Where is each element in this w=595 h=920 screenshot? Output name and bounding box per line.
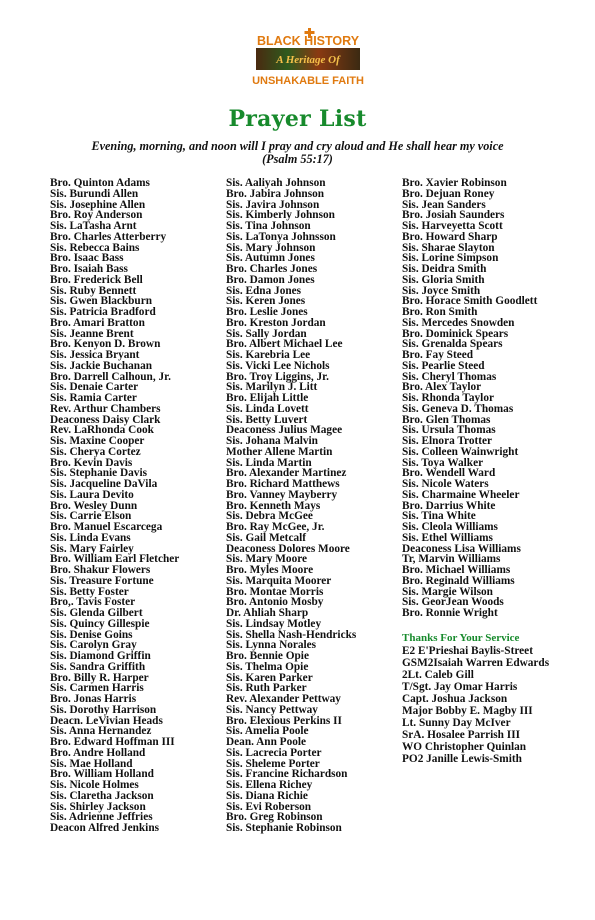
prayer-name: Sis. Glenda Gilbert	[50, 607, 143, 619]
prayer-name: Bro. Edward Hoffman III	[50, 736, 175, 748]
prayer-name: Bro. Isaiah Bass	[50, 263, 128, 275]
prayer-name: Sis. Rhonda Taylor	[402, 392, 494, 404]
prayer-name: Sis. Lacrecia Porter	[226, 746, 322, 759]
service-name: GSM2Isaiah Warren Edwards	[402, 657, 550, 669]
prayer-name: Sis. Sandra Griffith	[50, 660, 146, 673]
prayer-name: Sis. Linda Evans	[50, 531, 131, 544]
quote-text: Evening, morning, and noon will I pray and cry aloud and He shall hear my voice	[91, 139, 504, 153]
prayer-name: Bro. Damon Jones	[226, 273, 315, 286]
prayer-name: Sis. Jessica Bryant	[50, 349, 140, 361]
prayer-name: Sis. Mercedes Snowden	[402, 316, 515, 329]
prayer-name: Sis. Mary Moore	[226, 553, 308, 566]
prayer-name: Bro. Billy R. Harper	[50, 671, 149, 684]
prayer-name: Bro. Howard Sharp	[402, 230, 498, 243]
prayer-name: Sis. Betty Luvert	[226, 413, 308, 426]
prayer-name: Sis. GeorJean Woods	[402, 596, 504, 609]
prayer-name: Sis. Harveyetta Scott	[402, 220, 503, 232]
prayer-name: Bro. Charles Atterberry	[50, 230, 167, 243]
prayer-name: Sis. Karebria Lee	[226, 349, 311, 361]
prayer-name: Sis. Ellena Richey	[226, 779, 313, 791]
prayer-name: Bro. Wesley Dunn	[50, 499, 138, 512]
prayer-name: Sis. Elnora Trotter	[402, 435, 493, 447]
prayer-name: Sis. Treasure Fortune	[50, 574, 154, 587]
prayer-name: Bro. Vanney Mayberry	[226, 488, 338, 501]
prayer-name: Bro. Myles Moore	[226, 564, 314, 576]
prayer-name: Sis. Diamond Griffin	[50, 650, 151, 662]
prayer-name: Sis. Mae Holland	[50, 757, 133, 770]
prayer-name: Sis. Carolyn Gray	[50, 639, 137, 652]
prayer-name: Sis. Ruby Bennett	[50, 284, 137, 297]
name-column-1	[50, 178, 179, 834]
prayer-name: Sis. Nancy Pettway	[226, 703, 318, 716]
prayer-name: Bro. Manuel Escarcega	[50, 521, 163, 533]
prayer-name: Sis. Jackie Buchanan	[50, 359, 153, 372]
service-name: Lt. Sunny Day McIver	[402, 717, 511, 729]
prayer-name: Bro. William Holland	[50, 768, 154, 781]
prayer-name: Rev. Alexander Pettway	[226, 693, 341, 705]
prayer-name: Sis. Javira Johnson	[226, 198, 320, 211]
prayer-name: Sis. Ethel Williams	[402, 531, 493, 544]
logo-graphic	[238, 26, 378, 94]
prayer-name: Rev. LaRhonda Cook	[50, 424, 154, 437]
prayer-name: Bro. Dejuan Roney	[402, 187, 495, 200]
service-heading: Thanks For Your Service	[402, 632, 520, 644]
prayer-name: Bro. Elijah Little	[226, 392, 309, 404]
prayer-name: Sis. Gwen Blackburn	[50, 295, 153, 308]
prayer-name: Bro. William Earl Fletcher	[50, 553, 180, 566]
prayer-name: Sis. Burundi Allen	[50, 187, 139, 200]
prayer-name: Sis. Debra McGee	[226, 510, 313, 523]
service-name: Capt. Joshua Jackson	[402, 693, 508, 705]
prayer-name: Sis. Sheleme Porter	[226, 757, 320, 770]
prayer-name: Deaconess Lisa Williams	[402, 542, 521, 555]
prayer-name: Sis. Sharae Slayton	[402, 241, 495, 254]
prayer-name: Bro. Jonas Harris	[50, 693, 137, 705]
prayer-name: Deacn. LeVivian Heads	[50, 714, 163, 727]
prayer-name: Bro. Michael Williams	[402, 564, 511, 576]
prayer-name: Sis. Carrie Elson	[50, 510, 132, 523]
prayer-name: Bro. Kevin Davis	[50, 456, 133, 469]
prayer-name: Deaconess Dolores Moore	[226, 542, 350, 555]
prayer-name: Sis. Amelia Poole	[226, 725, 309, 738]
scripture-quote	[0, 140, 595, 166]
service-name: 2Lt. Caleb Gill	[402, 669, 474, 681]
prayer-name: Sis. Colleen Wainwright	[402, 445, 519, 458]
service-name: Major Bobby E. Magby III	[402, 705, 533, 717]
prayer-name: Bro. Darrius White	[402, 499, 496, 512]
prayer-name: Sis. Laura Devito	[50, 488, 134, 501]
prayer-name: Sis. Charmaine Wheeler	[402, 488, 520, 501]
prayer-name: Sis. Shirley Jackson	[50, 800, 146, 813]
prayer-name: Dr. Ahliah Sharp	[226, 607, 309, 619]
prayer-name: Bro. Horace Smith Goodlett	[402, 295, 538, 308]
prayer-name: Bro. Kreston Jordan	[226, 316, 326, 329]
prayer-name: Sis. Johana Malvin	[226, 435, 318, 447]
prayer-name: Sis. Patricia Bradford	[50, 306, 156, 318]
prayer-name: Sis. Carmen Harris	[50, 682, 144, 695]
prayer-name: Bro. Fay Steed	[402, 349, 474, 361]
prayer-name: Sis. Edna Jones	[226, 284, 302, 297]
prayer-name: Bro. Ronnie Wright	[402, 607, 498, 619]
prayer-name: Bro. Montae Morris	[226, 585, 324, 598]
prayer-name: Bro. Kenneth Mays	[226, 499, 321, 512]
prayer-name: Bro. Ron Smith	[402, 306, 478, 318]
name-column-3	[402, 178, 537, 619]
prayer-name: Bro. Elexious Perkins II	[226, 714, 342, 727]
page-title: Prayer List	[228, 106, 367, 132]
prayer-name: Bro. Glen Thomas	[402, 413, 491, 426]
service-list	[402, 645, 549, 765]
prayer-name: Deaconess Daisy Clark	[50, 413, 161, 426]
prayer-name: Bro. Andre Holland	[50, 746, 146, 759]
prayer-name: Bro. Reginald Williams	[402, 574, 515, 587]
prayer-name: Sis. Kimberly Johnson	[226, 209, 335, 222]
prayer-name: Bro. Frederick Bell	[50, 273, 143, 286]
prayer-name: Sis. Claretha Jackson	[50, 789, 154, 802]
prayer-name: Bro. Shakur Flowers	[50, 564, 151, 576]
prayer-name: Bro. Greg Robinson	[226, 811, 323, 824]
prayer-name: Dean. Ann Poole	[226, 736, 307, 748]
prayer-name: Sis. Jean Sanders	[402, 198, 486, 211]
prayer-name: Sis. Geneva D. Thomas	[402, 402, 514, 415]
prayer-name: Sis. Denaie Carter	[50, 381, 139, 394]
prayer-name: Bro. Richard Matthews	[226, 478, 340, 490]
service-name: T/Sgt. Jay Omar Harris	[402, 681, 518, 693]
logo-line2: A Heritage Of	[276, 54, 340, 66]
prayer-name: Sis. Ruth Parker	[226, 682, 307, 695]
logo-line1: BLACK HISTORY	[256, 34, 360, 48]
prayer-name: Sis. Gloria Smith	[402, 273, 485, 286]
prayer-name: Sis. Denise Goins	[50, 628, 133, 641]
prayer-name: Sis. Marquita Moorer	[226, 574, 332, 587]
prayer-name: Sis. Nicole Waters	[402, 478, 489, 490]
prayer-name: Bro. Wendell Ward	[402, 467, 496, 480]
prayer-name: Bro. Leslie Jones	[226, 306, 308, 318]
prayer-name: Bro. Antonio Mosby	[226, 596, 324, 609]
logo-line3: UNSHAKABLE FAITH	[252, 75, 364, 87]
prayer-name: Sis. Mary Fairley	[50, 542, 134, 555]
prayer-name: Sis. Linda Martin	[226, 456, 312, 469]
prayer-name: Bro. Isaac Bass	[50, 252, 124, 265]
prayer-name: Sis. Lorine Simpson	[402, 252, 499, 265]
prayer-name: Sis. Josephine Allen	[50, 198, 146, 211]
prayer-name: Bro. Amari Bratton	[50, 316, 145, 329]
prayer-name: Bro. Josiah Saunders	[402, 209, 505, 222]
prayer-name: Sis. Vicki Lee Nichols	[226, 359, 330, 372]
prayer-name: Sis. Karen Parker	[226, 671, 313, 684]
prayer-name: Sis. Gail Metcalf	[226, 531, 307, 544]
prayer-name: Sis. Maxine Cooper	[50, 435, 145, 447]
service-name: WO Christopher Quinlan	[402, 741, 527, 753]
prayer-name: Sis. Keren Jones	[226, 295, 306, 308]
prayer-name: Sis. Thelma Opie	[226, 660, 309, 673]
prayer-name: Sis. Cleola Williams	[402, 521, 498, 533]
prayer-name: Mother Allene Martin	[226, 445, 333, 458]
service-name: PO2 Janille Lewis-Smith	[402, 753, 522, 765]
black-history-logo	[238, 26, 378, 94]
prayer-name: Sis. Stephanie Davis	[50, 467, 147, 480]
prayer-name: Sis. Dorothy Harrison	[50, 703, 157, 716]
prayer-name: Sis. Lynna Norales	[226, 639, 317, 652]
prayer-name: Bro. Ray McGee, Jr.	[226, 521, 325, 533]
prayer-name: Sis. Betty Foster	[50, 585, 129, 598]
prayer-name: Bro. Albert Michael Lee	[226, 338, 343, 351]
prayer-name: Bro. Darrell Calhoun, Jr.	[50, 370, 171, 383]
prayer-name: Bro. Jabira Johnson	[226, 187, 325, 200]
prayer-name: Bro. Alexander Martinez	[226, 467, 347, 480]
prayer-name: Sis. Adrienne Jeffries	[50, 811, 153, 824]
service-name: E2 E'Prieshai Baylis-Street	[402, 645, 533, 657]
prayer-name: Rev. Arthur Chambers	[50, 402, 161, 415]
prayer-name: Sis. Nicole Holmes	[50, 779, 139, 791]
prayer-name: Sis. Tina White	[402, 510, 476, 523]
prayer-name: Sis. Linda Lovett	[226, 402, 309, 415]
prayer-name: Sis. Quincy Gillespie	[50, 617, 150, 630]
prayer-name: Bro. Alex Taylor	[402, 381, 482, 394]
prayer-name: Bro. Roy Anderson	[50, 209, 143, 222]
prayer-name: Bro. Dominick Spears	[402, 327, 509, 340]
prayer-name: Sis. Grenalda Spears	[402, 338, 503, 351]
prayer-name: Sis. Sally Jordan	[226, 327, 307, 340]
service-name: SrA. Hosalee Parrish III	[402, 729, 520, 741]
prayer-name: Bro. Bennie Opie	[226, 650, 309, 662]
prayer-name: Sis. Rebecca Bains	[50, 241, 140, 254]
prayer-name: Sis. Jeanne Brent	[50, 327, 134, 340]
prayer-name: Sis. Aaliyah Johnson	[226, 177, 326, 189]
prayer-name: Sis. Autumn Jones	[226, 252, 315, 265]
prayer-name: Sis. Diana Richie	[226, 789, 308, 802]
prayer-name: Sis. Anna Hernandez	[50, 725, 152, 738]
prayer-name: Sis. Evi Roberson	[226, 800, 312, 813]
prayer-name: Sis. Joyce Smith	[402, 284, 481, 297]
prayer-name: Bro. Xavier Robinson	[402, 177, 507, 189]
prayer-name: Sis. LaTasha Arnt	[50, 220, 137, 232]
prayer-name: Sis. Cheryl Thomas	[402, 370, 497, 383]
prayer-name: Sis. Pearlie Steed	[402, 359, 485, 372]
name-column-2	[226, 178, 356, 834]
prayer-name: Bro. Kenyon D. Brown	[50, 338, 161, 351]
prayer-name: Tr, Marvin Williams	[402, 553, 501, 566]
prayer-name: Bro. Troy Liggins, Jr.	[226, 370, 329, 383]
prayer-name: Sis. Francine Richardson	[226, 768, 348, 781]
prayer-name: Sis. Ursula Thomas	[402, 424, 496, 437]
prayer-name: Sis. Cherya Cortez	[50, 445, 141, 458]
prayer-name: Sis. Stephanie Robinson	[226, 822, 342, 834]
prayer-name: Deacon Alfred Jenkins	[50, 822, 160, 834]
prayer-name: Sis. Lindsay Motley	[226, 617, 322, 630]
prayer-name: Sis. Jacqueline DaVila	[50, 478, 158, 490]
prayer-name: Sis. LaTonya Johnsson	[226, 230, 336, 243]
prayer-name: Bro,. Tavis Foster	[50, 596, 136, 609]
prayer-name: Deaconess Julius Magee	[226, 424, 343, 437]
prayer-name: Bro. Charles Jones	[226, 263, 318, 275]
prayer-name: Bro. Quinton Adams	[50, 177, 150, 189]
prayer-name: Sis. Tina Johnson	[226, 220, 311, 232]
quote-citation: (Psalm 55:17)	[262, 152, 333, 166]
prayer-name: Sis. Margie Wilson	[402, 585, 493, 598]
prayer-name: Sis. Shella Nash-Hendricks	[226, 628, 357, 641]
prayer-name: Sis. Deidra Smith	[402, 263, 487, 275]
prayer-name: Sis. Mary Johnson	[226, 241, 316, 254]
prayer-name: Sis. Marilyn J. Litt	[226, 381, 318, 394]
prayer-name: Sis. Toya Walker	[402, 456, 484, 469]
prayer-name: Sis. Ramia Carter	[50, 392, 137, 404]
